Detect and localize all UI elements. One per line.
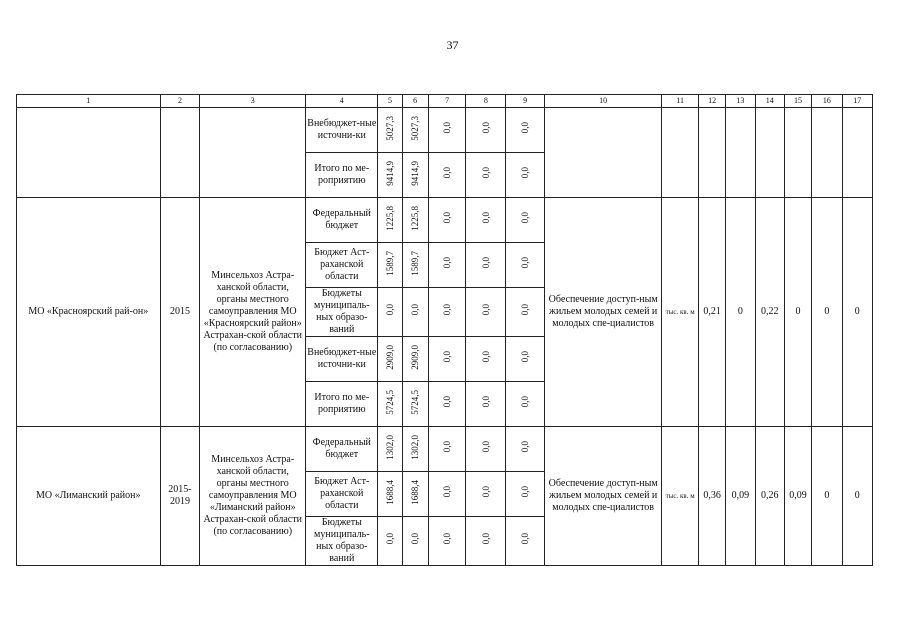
column-number-12: 12 [699, 95, 726, 108]
amount-cell-v6 [402, 243, 428, 288]
goal-cell: Обеспечение доступ-ным жильем молодых семей и молодых спе-циалистов [545, 427, 662, 566]
amount-cell-v5 [378, 288, 402, 337]
amount-value: 1589,7 [410, 250, 421, 276]
amount-cell-v7 [428, 108, 466, 153]
amount-cell-v8 [466, 517, 506, 566]
amount-value: 0,0 [442, 212, 453, 224]
amount-cell-v9 [506, 288, 545, 337]
amount-cell-v7 [428, 153, 466, 198]
amount-cell-v6 [402, 337, 428, 382]
amount-cell-v5 [378, 517, 402, 566]
amount-cell-v5 [378, 382, 402, 427]
funding-source-cell: Внебюджет-ные источни-ки [306, 108, 378, 153]
indicator-cell-v14: 0,22 [755, 198, 784, 427]
amount-value: 0,0 [480, 257, 491, 269]
amount-value: 0,0 [520, 304, 531, 316]
amount-value: 0,0 [480, 304, 491, 316]
indicator-cell-v12 [699, 108, 726, 198]
amount-cell-v9 [506, 108, 545, 153]
table-row [17, 108, 873, 153]
funding-source-cell: Внебюджет-ные источни-ки [306, 337, 378, 382]
amount-cell-v7 [428, 427, 466, 472]
amount-value: 5027,3 [384, 115, 395, 141]
amount-value: 0,0 [442, 167, 453, 179]
amount-cell-v9 [506, 153, 545, 198]
amount-value: 9414,9 [384, 160, 395, 186]
amount-value: 0,0 [384, 533, 395, 545]
column-number-10: 10 [545, 95, 662, 108]
column-number-4: 4 [306, 95, 378, 108]
amount-value: 0,0 [442, 441, 453, 453]
amount-cell-v8 [466, 108, 506, 153]
column-number-11: 11 [662, 95, 699, 108]
amount-value: 0,0 [520, 122, 531, 134]
year-cell: 2015-2019 [160, 427, 200, 566]
amount-cell-v8 [466, 243, 506, 288]
amount-value: 1688,4 [410, 479, 421, 505]
amount-value: 0,0 [410, 533, 421, 545]
column-number-15: 15 [784, 95, 811, 108]
indicator-cell-v12: 0,36 [699, 427, 726, 566]
unit-cell [662, 108, 699, 198]
amount-value: 1225,8 [410, 205, 421, 231]
amount-cell-v9 [506, 243, 545, 288]
column-number-13: 13 [726, 95, 755, 108]
executor-cell: Минсельхоз Астра-ханской области, органы местного самоуправления МО «Лиманский район» Астрахан-ской области (по согласованию) [200, 427, 306, 566]
column-number-2: 2 [160, 95, 200, 108]
page-number: 37 [446, 38, 459, 52]
funding-source-cell: Итого по ме-роприятию [306, 153, 378, 198]
column-number-8: 8 [466, 95, 506, 108]
amount-value: 0,0 [442, 486, 453, 498]
amount-cell-v9 [506, 517, 545, 566]
amount-cell-v7 [428, 382, 466, 427]
amount-value: 0,0 [442, 533, 453, 545]
goal-cell: Обеспечение доступ-ным жильем молодых семей и молодых спе-циалистов [545, 198, 662, 427]
amount-cell-v8 [466, 153, 506, 198]
indicator-cell-v16: 0 [812, 427, 842, 566]
amount-cell-v9 [506, 337, 545, 382]
program-table [16, 94, 873, 566]
amount-value: 0,0 [480, 167, 491, 179]
indicator-cell-v16 [812, 108, 842, 198]
amount-cell-v5 [378, 153, 402, 198]
amount-cell-v6 [402, 472, 428, 517]
funding-source-cell: Бюджеты муниципаль-ных образо-ваний [306, 517, 378, 566]
amount-value: 2909,0 [384, 344, 395, 370]
amount-cell-v7 [428, 472, 466, 517]
amount-value: 5027,3 [410, 115, 421, 141]
column-number-3: 3 [200, 95, 306, 108]
amount-cell-v6 [402, 288, 428, 337]
amount-value: 0,0 [410, 304, 421, 316]
amount-value: 0,0 [520, 257, 531, 269]
column-number-17: 17 [842, 95, 873, 108]
amount-cell-v5 [378, 243, 402, 288]
amount-cell-v9 [506, 198, 545, 243]
amount-cell-v5 [378, 427, 402, 472]
column-number-14: 14 [755, 95, 784, 108]
table-row [17, 198, 873, 243]
amount-value: 0,0 [520, 167, 531, 179]
amount-cell-v7 [428, 198, 466, 243]
column-number-5: 5 [378, 95, 402, 108]
indicator-cell-v17 [842, 108, 873, 198]
executor-cell [200, 108, 306, 198]
amount-cell-v5 [378, 337, 402, 382]
amount-value: 9414,9 [410, 160, 421, 186]
amount-value: 2909,0 [410, 344, 421, 370]
amount-cell-v6 [402, 153, 428, 198]
amount-value: 5724,5 [384, 389, 395, 415]
indicator-cell-v13 [726, 108, 755, 198]
amount-cell-v5 [378, 108, 402, 153]
indicator-cell-v12: 0,21 [699, 198, 726, 427]
amount-value: 0,0 [480, 441, 491, 453]
amount-value: 0,0 [480, 122, 491, 134]
amount-cell-v9 [506, 382, 545, 427]
amount-cell-v6 [402, 382, 428, 427]
amount-cell-v8 [466, 427, 506, 472]
year-cell [160, 108, 200, 198]
amount-value: 0,0 [442, 351, 453, 363]
amount-cell-v6 [402, 198, 428, 243]
column-number-1: 1 [17, 95, 161, 108]
amount-cell-v8 [466, 288, 506, 337]
indicator-cell-v13: 0,09 [726, 427, 755, 566]
amount-value: 0,0 [480, 351, 491, 363]
amount-value: 0,0 [442, 257, 453, 269]
amount-value: 1302,0 [410, 434, 421, 460]
amount-cell-v7 [428, 517, 466, 566]
goal-cell [545, 108, 662, 198]
amount-cell-v9 [506, 427, 545, 472]
amount-value: 0,0 [442, 122, 453, 134]
amount-value: 5724,5 [410, 389, 421, 415]
amount-cell-v8 [466, 472, 506, 517]
funding-source-cell: Бюджеты муниципаль-ных образо-ваний [306, 288, 378, 337]
municipality-cell [17, 108, 161, 198]
amount-value: 0,0 [520, 212, 531, 224]
column-number-7: 7 [428, 95, 466, 108]
amount-cell-v9 [506, 472, 545, 517]
amount-value: 1688,4 [384, 479, 395, 505]
amount-cell-v6 [402, 427, 428, 472]
amount-value: 0,0 [480, 486, 491, 498]
column-number-16: 16 [812, 95, 842, 108]
funding-source-cell: Федеральный бюджет [306, 427, 378, 472]
funding-source-cell: Итого по ме-роприятию [306, 382, 378, 427]
amount-value: 0,0 [480, 396, 491, 408]
amount-cell-v7 [428, 337, 466, 382]
table-row [17, 427, 873, 472]
amount-value: 1225,8 [384, 205, 395, 231]
funding-source-cell: Бюджет Аст-раханской области [306, 472, 378, 517]
amount-cell-v5 [378, 472, 402, 517]
amount-cell-v8 [466, 198, 506, 243]
amount-value: 0,0 [480, 533, 491, 545]
amount-value: 1302,0 [384, 434, 395, 460]
amount-cell-v8 [466, 337, 506, 382]
amount-value: 0,0 [520, 441, 531, 453]
year-cell: 2015 [160, 198, 200, 427]
executor-cell: Минсельхоз Астра-ханской области, органы местного самоуправления МО «Красноярский район» Астрахан-ской области (по согласованию) [200, 198, 306, 427]
amount-cell-v6 [402, 517, 428, 566]
column-number-header [17, 95, 873, 108]
amount-value: 0,0 [520, 486, 531, 498]
amount-cell-v6 [402, 108, 428, 153]
indicator-cell-v15 [784, 108, 811, 198]
column-number-6: 6 [402, 95, 428, 108]
amount-cell-v7 [428, 288, 466, 337]
amount-value: 0,0 [480, 212, 491, 224]
indicator-cell-v17: 0 [842, 198, 873, 427]
amount-value: 0,0 [442, 304, 453, 316]
amount-cell-v8 [466, 382, 506, 427]
amount-cell-v5 [378, 198, 402, 243]
indicator-cell-v14: 0,26 [755, 427, 784, 566]
amount-value: 0,0 [520, 351, 531, 363]
indicator-cell-v13: 0 [726, 198, 755, 427]
indicator-cell-v15: 0 [784, 198, 811, 427]
indicator-cell-v16: 0 [812, 198, 842, 427]
amount-value: 1589,7 [384, 250, 395, 276]
indicator-cell-v14 [755, 108, 784, 198]
amount-cell-v7 [428, 243, 466, 288]
municipality-cell: МО «Лиманский район» [17, 427, 161, 566]
unit-cell: тыс. кв. м [662, 198, 699, 427]
indicator-cell-v15: 0,09 [784, 427, 811, 566]
funding-source-cell: Федеральный бюджет [306, 198, 378, 243]
municipality-cell: МО «Красноярский рай-он» [17, 198, 161, 427]
amount-value: 0,0 [520, 396, 531, 408]
column-number-9: 9 [506, 95, 545, 108]
indicator-cell-v17: 0 [842, 427, 873, 566]
funding-source-cell: Бюджет Аст-раханской области [306, 243, 378, 288]
amount-value: 0,0 [384, 304, 395, 316]
amount-value: 0,0 [520, 533, 531, 545]
unit-cell: тыс. кв. м [662, 427, 699, 566]
amount-value: 0,0 [442, 396, 453, 408]
